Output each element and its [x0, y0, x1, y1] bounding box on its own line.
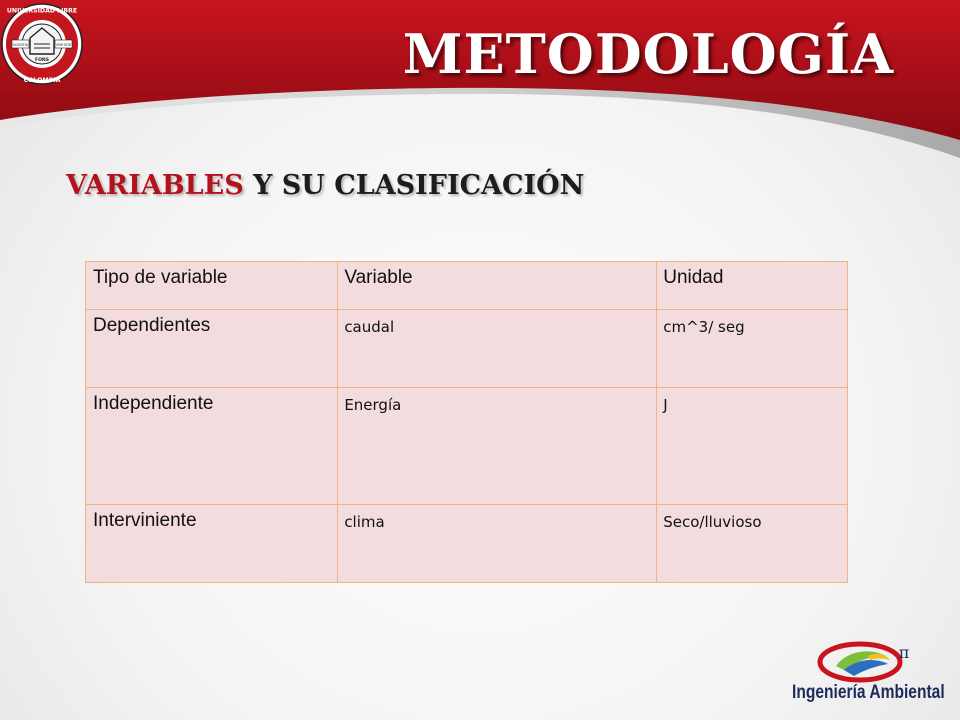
logo-text-center: FONS [35, 58, 49, 63]
variables-table [85, 261, 848, 583]
header-cell-unit: Unidad [657, 262, 848, 310]
cell-variable: Energía [338, 388, 657, 505]
table-header-row [86, 262, 848, 310]
ingenieria-ambiental-brand [792, 636, 945, 712]
brand-text: Ingeniería Ambiental [792, 682, 945, 703]
cell-unit: cm^3/ seg [657, 310, 848, 388]
logo-text-top: UNIVERSIDAD LIBRE [6, 7, 78, 15]
cell-unit: J [657, 388, 848, 505]
subtitle-highlight: VARIABLES [66, 170, 244, 201]
cell-type: Interviniente [86, 505, 338, 583]
page-title: METODOLOGÍA [402, 22, 894, 86]
pi-symbol: π [898, 643, 910, 662]
header-cell-variable: Variable [338, 262, 657, 310]
universidad-libre-seal-icon [0, 0, 84, 88]
subtitle-rest: Y SU CLASIFICACIÓN [243, 170, 585, 201]
logo-text-bottom: COLOMBIA [23, 77, 61, 84]
cell-variable: caudal [338, 310, 657, 388]
table-row [86, 505, 848, 583]
logo-text-right: VERITATE [55, 43, 72, 47]
cell-variable: clima [338, 505, 657, 583]
cell-type: Dependientes [86, 310, 338, 388]
table-row [86, 388, 848, 505]
logo-text-left: SCIENTIA [12, 43, 29, 47]
table-row [86, 310, 848, 388]
header-band [0, 0, 960, 160]
cell-type: Independiente [86, 388, 338, 505]
section-subtitle [66, 170, 584, 201]
header-cell-type: Tipo de variable [86, 262, 338, 310]
ingenieria-ambiental-logo-icon [814, 636, 914, 684]
cell-unit: Seco/lluvioso [657, 505, 848, 583]
